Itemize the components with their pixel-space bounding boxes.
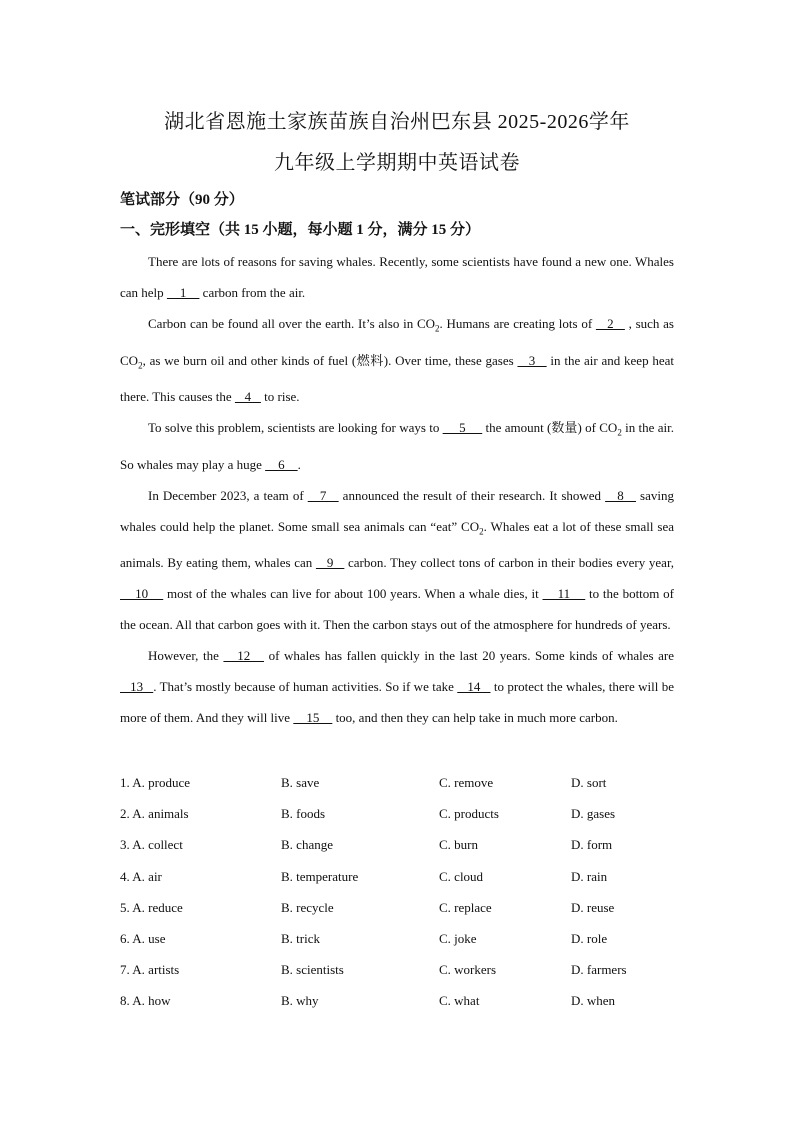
option-b: B. why — [281, 993, 319, 1009]
option-row-3 — [120, 837, 680, 868]
option-d: D. reuse — [571, 899, 615, 915]
subscript: 2 — [617, 427, 622, 438]
option-a: 7. A. artists — [120, 962, 180, 978]
option-row-6 — [120, 931, 680, 962]
option-b: B. recycle — [281, 899, 334, 915]
option-d: D. role — [571, 930, 608, 946]
blank-5: 5 — [442, 420, 483, 436]
passage-text: . — [297, 456, 301, 472]
passage-text: , as we burn oil and other kinds of fuel (燃料). Over time, these gases — [142, 352, 518, 368]
option-b: B. temperature — [281, 868, 359, 884]
passage-paragraph-2 — [120, 308, 674, 412]
option-b: B. foods — [281, 806, 326, 822]
option-c: C. joke — [439, 930, 477, 946]
blank-9: 9 — [315, 555, 345, 571]
passage-text: in the air. So whales may play a huge — [120, 420, 674, 472]
subscript: 2 — [435, 323, 440, 334]
option-b: B. trick — [281, 930, 320, 946]
option-d: D. form — [571, 837, 613, 853]
passage-text: the amount (数量) of CO — [482, 420, 618, 436]
blank-14: 14 — [457, 679, 491, 695]
option-d: D. sort — [571, 775, 607, 790]
passage-text: carbon. They collect tons of carbon in their bodies every year, — [344, 555, 675, 571]
option-a: 1. A. produce — [120, 775, 191, 790]
passage-paragraph-1 — [120, 246, 674, 308]
blank-12: 12 — [223, 648, 264, 664]
blank-8: 8 — [605, 487, 636, 503]
cloze-section-heading: 一、完形填空（共 15 小题，每小题 1 分，满分 15 分） — [120, 222, 481, 238]
passage-text: . Humans are creating lots of — [439, 316, 596, 331]
passage-paragraph-4 — [120, 480, 674, 641]
option-d: D. when — [571, 993, 616, 1009]
passage-text: of whales has fallen quickly in the last 20 years. Some kinds of whales are — [264, 648, 675, 664]
option-c: C. remove — [439, 775, 494, 790]
option-a: 2. A. animals — [120, 806, 189, 822]
exam-title-line2: 九年级上学期期中英语试卷 — [274, 152, 520, 174]
option-a: 3. A. collect — [120, 837, 183, 853]
option-d: D. farmers — [571, 962, 627, 978]
option-row-5 — [120, 900, 680, 931]
option-row-2 — [120, 806, 680, 837]
exam-title-line1: 湖北省恩施土家族苗族自治州巴东县 2025-2026学年 — [164, 111, 630, 133]
option-c: C. products — [439, 806, 499, 822]
passage-text: There are lots of reasons for saving whales. Recently, some scientists have found a new one. Whales can help — [120, 254, 674, 300]
passage-text: Carbon can be found all over the earth. It’s also in CO — [148, 316, 436, 331]
passage-text: saving whales could help the planet. Some small sea animals can “eat” CO — [120, 487, 674, 534]
blank-13: 13 — [120, 679, 154, 695]
option-row-1 — [120, 775, 680, 806]
option-c: C. replace — [439, 899, 492, 915]
option-b: B. scientists — [281, 962, 344, 978]
passage-text: . That’s mostly because of human activities. So if we take — [153, 679, 458, 695]
passage-text: carbon from the air. — [199, 285, 306, 300]
option-c: C. burn — [439, 837, 478, 853]
written-part-heading: 笔试部分（90 分） — [120, 192, 244, 208]
blank-10: 10 — [120, 586, 164, 602]
blank-7: 7 — [307, 487, 339, 503]
blank-6: 6 — [265, 456, 298, 472]
option-d: D. rain — [571, 868, 608, 884]
passage-text: In December 2023, a team of — [148, 487, 308, 503]
subscript: 2 — [479, 526, 484, 537]
option-a: 4. A. air — [120, 868, 162, 884]
option-b: B. change — [281, 837, 333, 853]
blank-3: 3 — [517, 352, 547, 368]
passage-text: to protect the whales, there will be more of them. And they will live — [120, 679, 674, 726]
passage-text: most of the whales can live for about 100 years. When a whale dies, it — [163, 586, 543, 602]
blank-4: 4 — [234, 389, 261, 405]
passage-text: . Whales eat a lot of these small sea animals. By eating them, whales can — [120, 518, 675, 571]
option-c: C. workers — [439, 962, 497, 978]
option-c: C. cloud — [439, 868, 484, 884]
option-d: D. gases — [571, 806, 616, 822]
passage-paragraph-3 — [120, 412, 674, 480]
answer-options — [120, 775, 680, 1025]
cloze-passage — [120, 246, 674, 733]
passage-text: announced the result of their research. It showed — [338, 487, 606, 503]
passage-text: , such as CO — [120, 316, 674, 368]
option-c: C. what — [439, 993, 480, 1009]
blank-1: 1 — [166, 285, 200, 300]
passage-paragraph-5 — [120, 640, 674, 733]
passage-text: to the bottom of the ocean. All that carbon goes with it. Then the carbon stays out of the atmosphere for hundreds of years. — [120, 586, 675, 633]
passage-text: To solve this problem, scientists are looking for ways to — [148, 420, 443, 436]
option-row-7 — [120, 962, 680, 993]
option-a: 8. A. how — [120, 993, 171, 1009]
blank-2: 2 — [595, 316, 625, 331]
option-a: 6. A. use — [120, 930, 166, 946]
passage-text: However, the — [148, 648, 224, 664]
passage-text: to rise. — [260, 389, 300, 405]
option-a: 5. A. reduce — [120, 899, 183, 915]
subscript: 2 — [138, 360, 143, 371]
option-row-8 — [120, 993, 680, 1024]
blank-15: 15 — [293, 710, 333, 726]
option-b: B. save — [281, 775, 320, 790]
option-row-4 — [120, 869, 680, 900]
blank-11: 11 — [542, 586, 586, 602]
passage-text: in the air and keep heat there. This causes the — [120, 352, 675, 405]
passage-text: too, and then they can help take in much more carbon. — [332, 710, 618, 726]
